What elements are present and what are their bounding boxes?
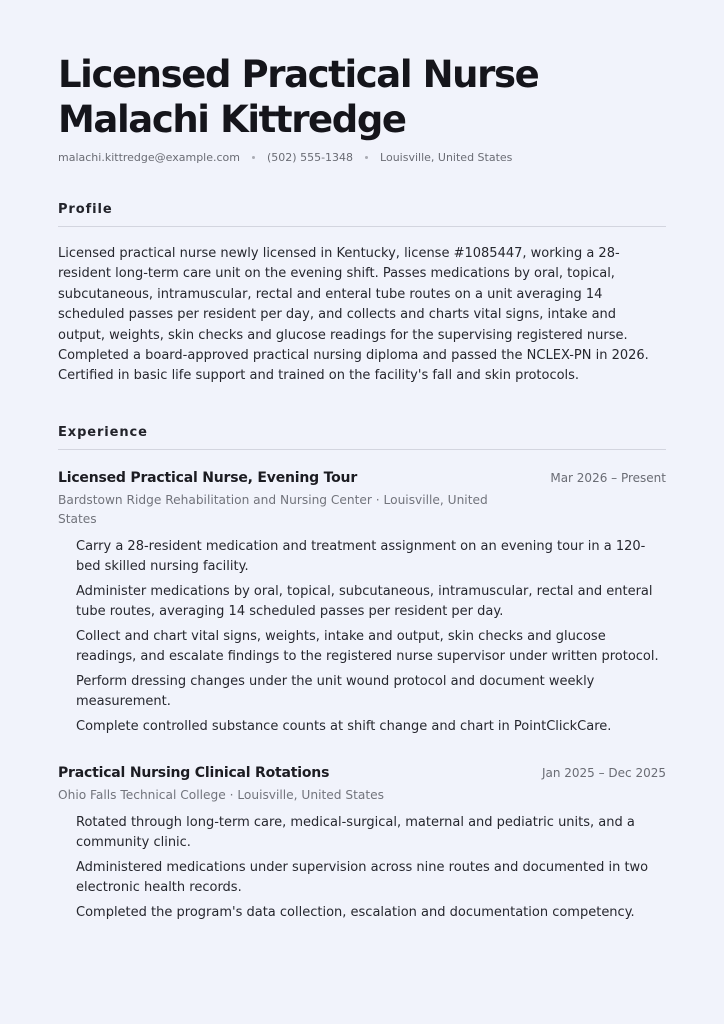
job-bullet: Carry a 28-resident medication and treatment assignment on an evening tour in a 120-bed skilled nursing facility. — [76, 538, 646, 574]
job-header — [58, 470, 666, 486]
experience-heading: Experience — [58, 425, 666, 450]
contact-line — [58, 151, 666, 164]
job-organization: Ohio Falls Technical College · Louisville, United States — [58, 787, 384, 802]
separator-dot — [365, 156, 368, 159]
headline — [58, 52, 666, 142]
contact-phone[interactable]: (502) 555-1348 — [267, 151, 354, 164]
profile-summary: Licensed practical nurse newly licensed in Kentucky, license #1085447, working a 28-resident long-term care unit on the evening shift. Passes medications by oral, topical, subcutaneous, intramuscular, rectal and enteral tube routes on a unit averaging 14 scheduled passes per resident per day, and collects and charts vital signs, intake and output, weights, skin checks and glucose readings for the supervising registered nurse. Completed a board-approved practical nursing diploma and passed the NCLEX-PN in 2026. Certified in basic life support and trained on the facility's fall and skin protocols. — [58, 246, 649, 384]
job-bullet: Rotated through long-term care, medical-surgical, maternal and pediatric units, and a community clinic. — [76, 814, 635, 850]
job-bullets — [58, 813, 666, 923]
job-bullet: Completed the program's data collection, escalation and documentation competency. — [76, 904, 635, 920]
job-bullets — [58, 537, 666, 737]
job-bullet: Collect and chart vital signs, weights, intake and output, skin checks and glucose readings, and escalate findings to the registered nurse supervisor under written protocol. — [76, 628, 659, 664]
contact-location: Louisville, United States — [380, 151, 513, 164]
job-organization: Bardstown Ridge Rehabilitation and Nursing Center · Louisville, United States — [58, 492, 488, 526]
contact-email[interactable]: malachi.kittredge@example.com — [58, 151, 240, 164]
job-entry — [58, 765, 666, 923]
job-bullet: Complete controlled substance counts at shift change and chart in PointClickCare. — [76, 718, 612, 734]
profile-heading: Profile — [58, 202, 666, 227]
experience-section — [58, 425, 666, 923]
resume-header — [58, 52, 666, 164]
job-title: Practical Nursing Clinical Rotations — [58, 764, 330, 781]
separator-dot — [252, 156, 255, 159]
profile-section — [58, 202, 666, 387]
headline-role: Licensed Practical Nurse — [58, 53, 539, 96]
job-bullet: Administered medications under supervision across nine routes and documented in two electronic health records. — [76, 859, 649, 895]
job-title: Licensed Practical Nurse, Evening Tour — [58, 469, 358, 486]
job-bullet: Perform dressing changes under the unit wound protocol and document weekly measurement. — [76, 673, 595, 709]
job-entry — [58, 470, 666, 737]
job-bullet: Administer medications by oral, topical, subcutaneous, intramuscular, rectal and enteral tube routes, averaging 14 scheduled passes per resident per day. — [76, 583, 653, 619]
job-dates: Mar 2026 – Present — [550, 470, 666, 485]
headline-name: Malachi Kittredge — [58, 98, 406, 141]
job-header — [58, 765, 666, 781]
job-dates: Jan 2025 – Dec 2025 — [541, 765, 666, 780]
